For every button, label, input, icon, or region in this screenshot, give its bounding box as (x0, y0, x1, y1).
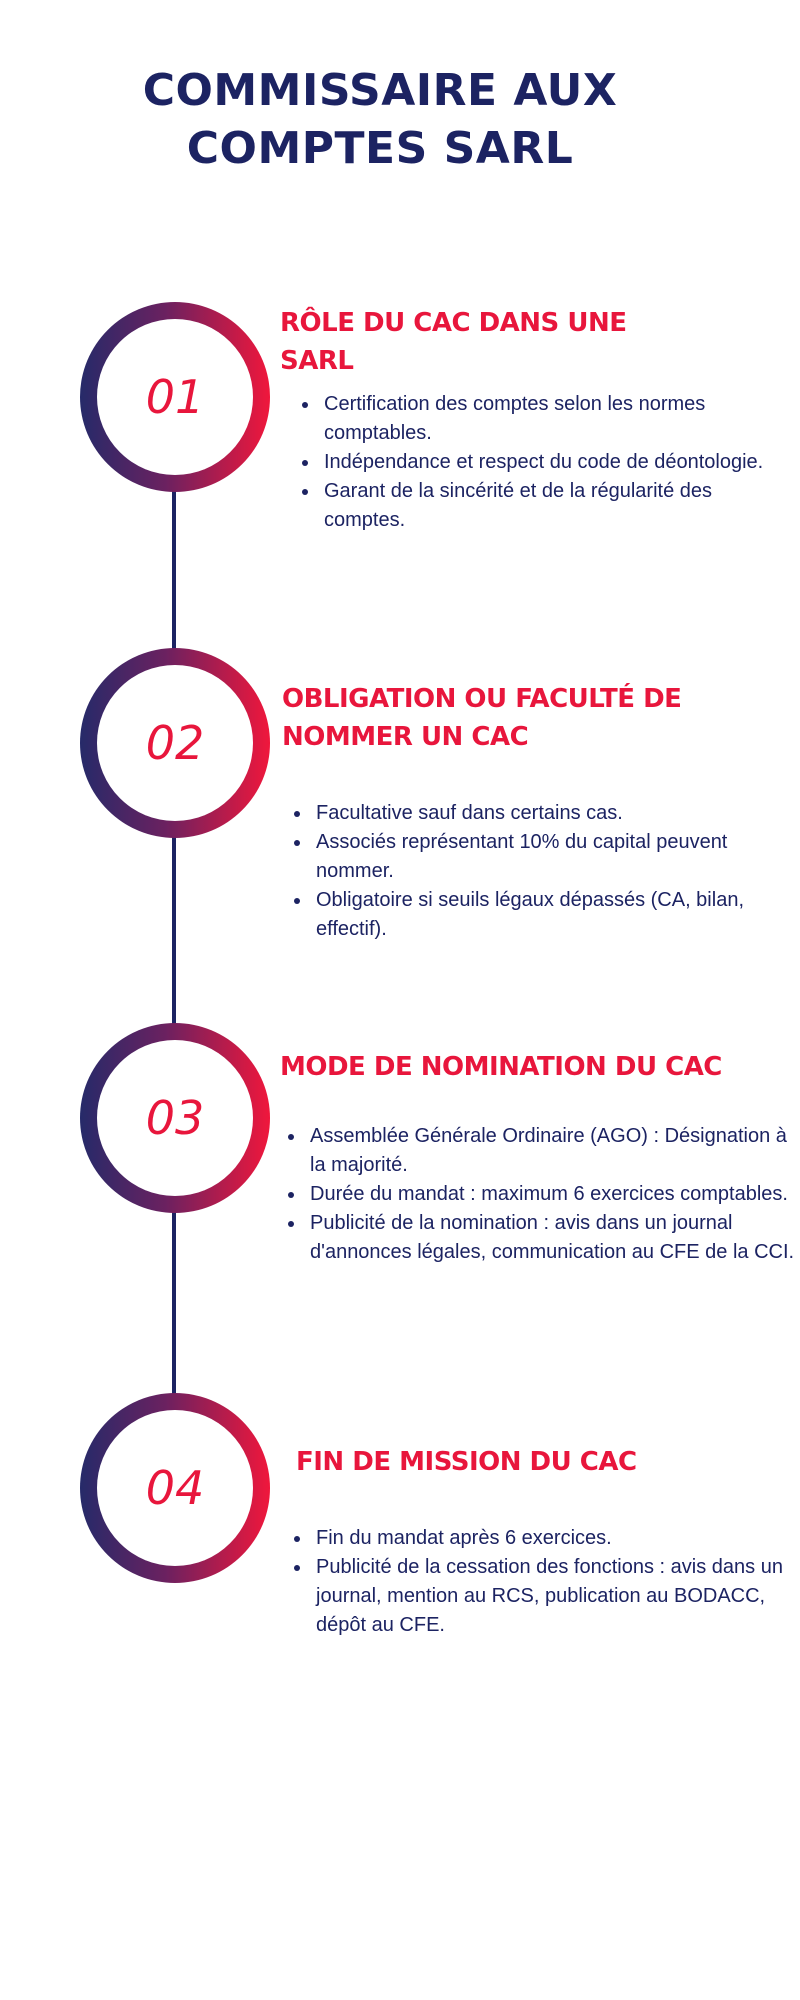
step-3-heading (280, 1048, 760, 1086)
step-2-circle-inner (97, 665, 253, 821)
step-4-bullet-1: • Fin du mandat après 6 exercices. (312, 1524, 792, 1553)
step-3-bullet-1: • Assemblée Générale Ordinaire (AGO) : Désignation à la majorité. (306, 1122, 796, 1180)
step-1-number: 01 (145, 370, 205, 424)
step-3-number: 03 (145, 1091, 205, 1145)
step-1-bullet-1: • Certification des comptes selon les normes comptables. (320, 390, 790, 448)
step-1-heading-line-2: SARL (280, 346, 354, 376)
step-3-bullet-2: • Durée du mandat : maximum 6 exercices comptables. (306, 1180, 796, 1209)
step-1-circle (80, 302, 270, 492)
step-4-heading (296, 1443, 756, 1481)
timeline-connector-line (172, 470, 176, 1510)
step-4-circle-inner (97, 1410, 253, 1566)
step-3-circle (80, 1023, 270, 1213)
page-title-line-1: COMMISSAIRE AUX (142, 65, 618, 116)
page-title (80, 62, 680, 178)
step-1-heading (280, 304, 700, 380)
step-3-bullet-3: • Publicité de la nomination : avis dans un journal d'annonces légales, communication au CFE de la CCI. (306, 1209, 796, 1267)
step-4-heading-line-1: FIN DE MISSION DU CAC (296, 1447, 637, 1477)
step-4-bullet-list (286, 1524, 792, 1640)
step-2-circle (80, 648, 270, 838)
step-2-bullet-3: • Obligatoire si seuils légaux dépassés (CA, bilan, effectif). (312, 886, 792, 944)
step-3-heading-line-1: MODE DE NOMINATION DU CAC (280, 1052, 722, 1082)
step-4-circle (80, 1393, 270, 1583)
step-1-bullet-2: • Indépendance et respect du code de déontologie. (320, 448, 790, 477)
step-2-bullet-2: • Associés représentant 10% du capital peuvent nommer. (312, 828, 792, 886)
step-2-heading-line-1: OBLIGATION OU FACULTÉ DE (282, 684, 682, 714)
step-1-heading-line-1: RÔLE DU CAC DANS UNE (280, 308, 627, 338)
step-1-bullet-3: • Garant de la sincérité et de la régularité des comptes. (320, 477, 790, 535)
step-2-heading-line-2: NOMMER UN CAC (282, 722, 529, 752)
step-3-circle-inner (97, 1040, 253, 1196)
step-1-circle-inner (97, 319, 253, 475)
step-2-bullet-1: • Facultative sauf dans certains cas. (312, 799, 792, 828)
step-2-number: 02 (145, 716, 205, 770)
step-4-number: 04 (145, 1461, 205, 1515)
page-title-line-2: COMPTES SARL (186, 123, 574, 174)
step-4-bullet-2: • Publicité de la cessation des fonctions : avis dans un journal, mention au RCS, publication au BODACC, dépôt au CFE. (312, 1553, 792, 1640)
step-3-bullet-list (280, 1122, 796, 1267)
step-2-bullet-list (286, 799, 792, 944)
step-2-heading (282, 680, 742, 756)
step-1-bullet-list (294, 390, 790, 535)
